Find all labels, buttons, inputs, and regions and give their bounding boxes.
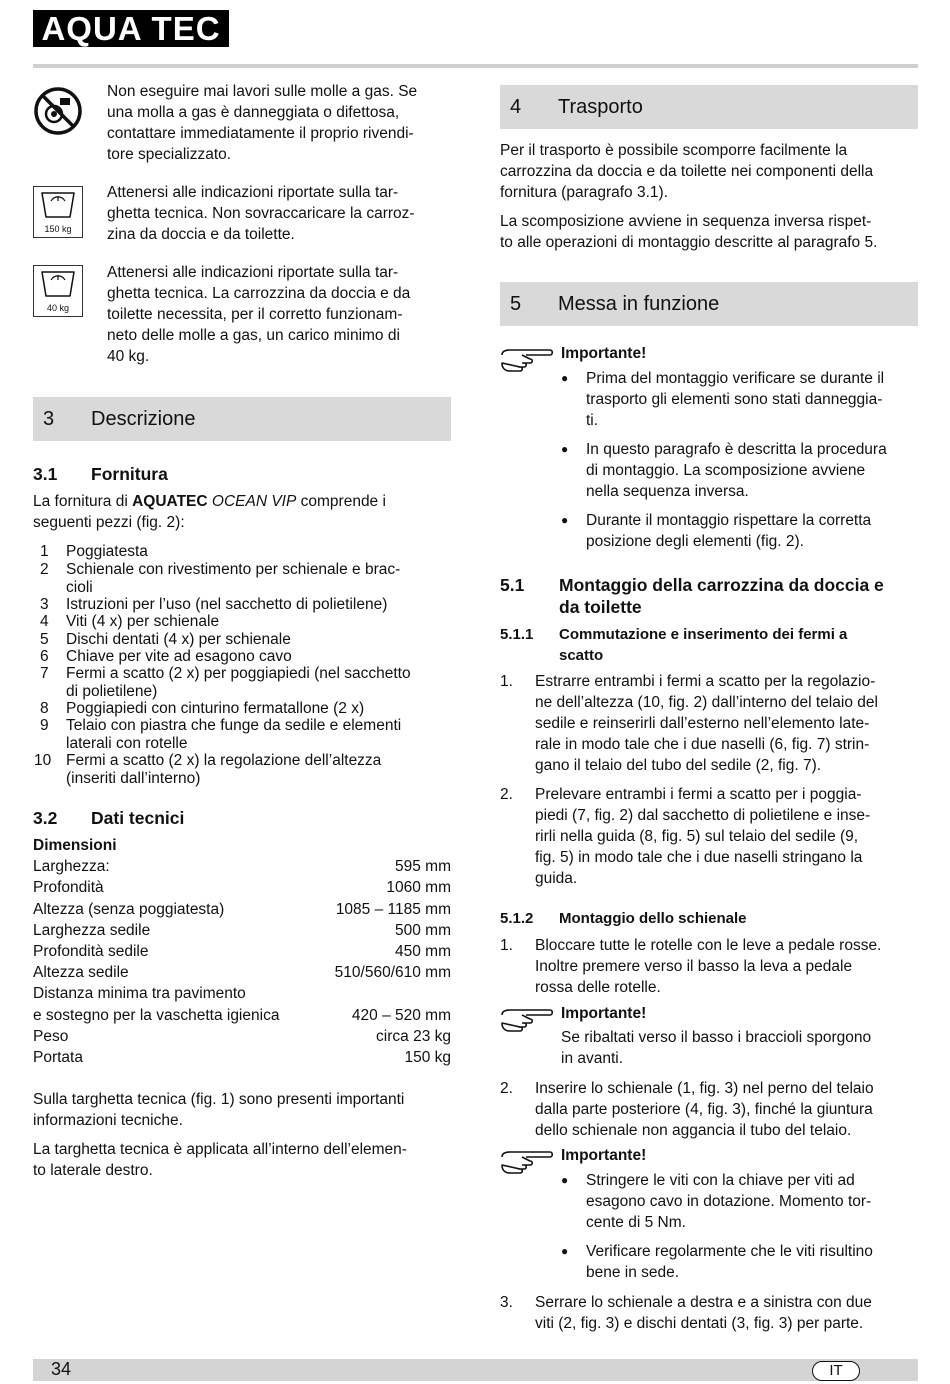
step-number: 1. xyxy=(500,937,513,954)
list-item-number: 10 xyxy=(34,752,52,769)
list-item xyxy=(66,613,219,631)
text-line: dalla parte posteriore (4, fig. 3), finché la giuntura xyxy=(535,1101,873,1118)
list-item-number: 2 xyxy=(40,561,49,578)
text-line: Per il trasporto è possibile scomporre facilmente la xyxy=(500,142,848,159)
text-line: zina da doccia e da toilette. xyxy=(107,226,295,243)
text-line: neto delle molle a gas, un carico minimo di xyxy=(107,327,400,344)
section-number: 4 xyxy=(510,96,522,118)
spec-label: Peso xyxy=(33,1028,69,1045)
spec-value: circa 23 kg xyxy=(376,1028,451,1045)
text-line: Sulla targhetta tecnica (fig. 1) sono presenti importanti xyxy=(33,1091,405,1108)
subsection-title: Dati tecnici xyxy=(91,808,185,828)
text-line: Dischi dentati (4 x) per schienale xyxy=(66,631,291,648)
text-line: Attenersi alle indicazioni riportate sulla tar- xyxy=(107,184,399,201)
weight-scale-icon xyxy=(33,265,83,317)
text-line: Viti (4 x) per schienale xyxy=(66,613,220,630)
spec-value: 1085 – 1185 mm xyxy=(335,901,451,918)
list-item xyxy=(586,368,884,431)
list-item-number: 6 xyxy=(40,648,49,665)
list-item xyxy=(66,561,400,596)
spec-value: 150 kg xyxy=(404,1049,451,1066)
list-item-number: 3 xyxy=(40,596,49,613)
section-title: Trasporto xyxy=(558,96,643,118)
product-name: OCEAN VIP xyxy=(211,493,297,510)
important-label: Importante! xyxy=(561,1005,647,1022)
text-line: gano il telaio del tubo del sedile (2, fig. 7). xyxy=(535,757,822,774)
aquatec-logo xyxy=(33,10,229,47)
text-line: Estrarre entrambi i fermi a scatto per la regolazio- xyxy=(535,673,876,690)
warning-min-load xyxy=(107,262,410,367)
spec-label: Altezza (senza poggiatesta) xyxy=(33,901,225,918)
text-line: rale in modo tale che i due naselli (6, fig. 7) strin- xyxy=(535,736,870,753)
text-line: dello schienale non aggancia il tubo del telaio. xyxy=(535,1122,852,1139)
text-line: una molla a gas è danneggiata o difettosa, xyxy=(107,104,400,121)
list-item xyxy=(66,700,364,718)
text-fragment: La fornitura di xyxy=(33,493,133,510)
text-line: fig. 5) in modo tale che i due naselli stringano la xyxy=(535,849,863,866)
pointing-hand-icon xyxy=(500,345,554,375)
logo-text: AQUA TEC xyxy=(41,10,221,47)
text-line: Istruzioni per l’uso (nel sacchetto di polietilene) xyxy=(66,596,388,613)
supply-intro xyxy=(33,491,451,533)
weight-label: 150 kg xyxy=(44,224,72,234)
text-line: Telaio con piastra che funge da sedile e elementi xyxy=(66,717,402,734)
subsection-title: Fornitura xyxy=(91,464,168,484)
step-number: 2. xyxy=(500,786,513,803)
text-line: La targhetta tecnica è applicata all’interno dell’elemen- xyxy=(33,1141,407,1158)
spec-label: Altezza sedile xyxy=(33,964,129,981)
text-line: tore specializzato. xyxy=(107,146,232,163)
step-text xyxy=(535,935,881,998)
text-line: Inoltre premere verso il basso la leva a pedale xyxy=(535,958,853,975)
text-line: Se ribaltati verso il basso i braccioli sporgono xyxy=(561,1029,872,1046)
step-number: 3. xyxy=(500,1294,513,1311)
step-number: 2. xyxy=(500,1080,513,1097)
list-item-number: 7 xyxy=(40,665,49,682)
text-line: cente di 5 Nm. xyxy=(586,1214,686,1231)
list-item-number: 1 xyxy=(40,543,49,560)
text-line: di montaggio. La scomposizione avviene xyxy=(586,462,866,479)
bullet-icon: ● xyxy=(561,1244,569,1258)
text-line: rossa delle rotelle. xyxy=(535,979,661,996)
spec-label: Distanza minima tra pavimento xyxy=(33,985,246,1002)
text-line: ne dell’altezza (10, fig. 2) dall’interno del telaio del xyxy=(535,694,878,711)
section-heading-5 xyxy=(500,282,918,326)
text-line: Prelevare entrambi i fermi a scatto per i poggia- xyxy=(535,786,862,803)
subsubsection-title xyxy=(559,624,847,666)
list-item xyxy=(586,510,871,552)
section-number: 3 xyxy=(43,408,55,430)
text-line: viti (2, fig. 3) e dischi dentati (3, fig. 3) per parte. xyxy=(535,1315,864,1332)
text-fragment: comprende i xyxy=(296,493,386,510)
text-line: rirli nella guida (8, fig. 5) sul telaio del sedile (9, xyxy=(535,828,859,845)
subsubsection-title: Montaggio dello schienale xyxy=(559,910,747,927)
pointing-hand-icon xyxy=(500,1005,554,1035)
text-line: Bloccare tutte le rotelle con le leve a pedale rosse. xyxy=(535,937,882,954)
subsection-number: 5.1 xyxy=(500,575,525,595)
pointing-hand-icon xyxy=(500,1147,554,1177)
text-line: piedi (7, fig. 2) dal sacchetto di polietilene e inse- xyxy=(535,807,871,824)
text-line: sedile e reinserirli dall’esterno nell’elemento late- xyxy=(535,715,870,732)
text-line: ghetta tecnica. Non sovraccaricare la carroz- xyxy=(107,205,415,222)
important-label: Importante! xyxy=(561,345,647,362)
step-text xyxy=(535,1292,872,1334)
spec-value: 595 mm xyxy=(395,858,451,875)
text-line: Verificare regolarmente che le viti risultino xyxy=(586,1243,873,1260)
text-line: contattare immediatamente il proprio rivendi- xyxy=(107,125,414,142)
list-item-number: 4 xyxy=(40,613,49,630)
text-line: bene in sede. xyxy=(586,1264,680,1281)
text-line: ghetta tecnica. La carrozzina da doccia e da xyxy=(107,285,411,302)
text-line: scatto xyxy=(559,647,604,664)
page-number: 34 xyxy=(51,1359,72,1379)
text-line: Poggiapiedi con cinturino fermatallone (2 x) xyxy=(66,700,365,717)
spec-value: 500 mm xyxy=(395,922,451,939)
brand-name: AQUATEC xyxy=(132,493,208,510)
text-line: Fermi a scatto (2 x) la regolazione dell’altezza xyxy=(66,752,382,769)
spec-label: e sostegno per la vaschetta igienica xyxy=(33,1007,280,1024)
text-line: toilette necessita, per il corretto funzionam- xyxy=(107,306,403,323)
weight-scale-icon xyxy=(33,186,83,238)
text-line: guida. xyxy=(535,870,578,887)
subsection-number: 3.2 xyxy=(33,808,58,828)
text-line: da toilette xyxy=(559,597,642,617)
footer-bar xyxy=(33,1359,918,1381)
text-line: Non eseguire mai lavori sulle molle a gas. Se xyxy=(107,83,418,100)
list-item xyxy=(66,665,411,700)
subsection-number: 3.1 xyxy=(33,464,58,484)
text-line: Chiave per vite ad esagono cavo xyxy=(66,648,292,665)
spec-value: 450 mm xyxy=(395,943,451,960)
list-item xyxy=(66,543,148,561)
section-title: Messa in funzione xyxy=(558,293,720,315)
step-text xyxy=(535,1078,874,1141)
warning-max-load xyxy=(107,182,415,245)
text-line: laterali con rotelle xyxy=(66,734,188,752)
weight-label: 40 kg xyxy=(46,303,70,313)
nameplate-location-paragraph xyxy=(33,1139,407,1181)
spec-value: 1060 mm xyxy=(386,879,451,896)
text-line: in avanti. xyxy=(561,1050,624,1067)
warning-gas-spring xyxy=(107,81,417,165)
language-badge: IT xyxy=(812,1361,860,1381)
text-line: informazioni tecniche. xyxy=(33,1112,183,1129)
header-rule xyxy=(33,64,918,68)
list-item xyxy=(66,596,387,614)
text-line: ti. xyxy=(586,412,599,429)
text-line: nella sequenza inversa. xyxy=(586,483,749,500)
section-heading-3 xyxy=(33,397,451,441)
text-line: Durante il montaggio rispettare la corretta xyxy=(586,512,872,529)
list-item xyxy=(586,439,887,502)
text-line: Inserire lo schienale (1, fig. 3) nel perno del telaio xyxy=(535,1080,874,1097)
text-line: Serrare lo schienale a destra e a sinistra con due xyxy=(535,1294,872,1311)
bullet-icon: ● xyxy=(561,513,569,527)
list-item xyxy=(586,1170,871,1233)
important-text xyxy=(561,1027,871,1069)
nameplate-paragraph xyxy=(33,1089,404,1131)
important-label: Importante! xyxy=(561,1147,647,1164)
list-item xyxy=(66,631,291,649)
text-line: esagono cavo in dotazione. Momento tor- xyxy=(586,1193,872,1210)
subsubsection-number: 5.1.1 xyxy=(500,626,534,643)
spec-label: Profondità xyxy=(33,879,104,896)
spec-label: Larghezza sedile xyxy=(33,922,151,939)
section-title: Descrizione xyxy=(91,408,196,430)
list-item xyxy=(66,752,381,787)
text-line: cioli xyxy=(66,578,93,596)
section-heading-4 xyxy=(500,85,918,129)
text-line: trasporto gli elementi sono stati danneggia- xyxy=(586,391,883,408)
text-line: carrozzina da doccia e da toilette nei componenti della xyxy=(500,163,874,180)
text-line: Attenersi alle indicazioni riportate sulla tar- xyxy=(107,264,399,281)
text-line: Commutazione e inserimento dei fermi a xyxy=(559,626,848,643)
disassembly-paragraph xyxy=(500,211,877,253)
list-item-number: 8 xyxy=(40,700,49,717)
spec-value: 510/560/610 mm xyxy=(334,964,451,981)
step-text xyxy=(535,784,870,889)
section-number: 5 xyxy=(510,293,522,315)
text-line: Fermi a scatto (2 x) per poggiapiedi (nel sacchetto xyxy=(66,665,411,682)
text-line: In questo paragrafo è descritta la procedura xyxy=(586,441,887,458)
transport-paragraph xyxy=(500,140,873,203)
step-text xyxy=(535,671,878,776)
text-line: di polietilene) xyxy=(66,682,158,700)
text-line: Montaggio della carrozzina da doccia e xyxy=(559,575,884,595)
text-line: (inseriti dall’interno) xyxy=(66,769,201,787)
text-line: Stringere le viti con la chiave per viti ad xyxy=(586,1172,855,1189)
bullet-icon: ● xyxy=(561,371,569,385)
list-item xyxy=(586,1241,873,1283)
text-line: La scomposizione avviene in sequenza inversa rispet- xyxy=(500,213,872,230)
bullet-icon: ● xyxy=(561,442,569,456)
text-line: 40 kg. xyxy=(107,348,150,365)
list-item xyxy=(66,717,401,752)
subsubsection-number: 5.1.2 xyxy=(500,910,534,927)
subsection-title xyxy=(559,574,884,618)
list-item xyxy=(66,648,292,666)
spec-value: 420 – 520 mm xyxy=(351,1007,451,1024)
spec-label: Larghezza: xyxy=(33,858,110,875)
bullet-icon: ● xyxy=(561,1173,569,1187)
spec-label: Profondità sedile xyxy=(33,943,149,960)
prohibition-icon xyxy=(33,86,83,136)
step-number: 1. xyxy=(500,673,513,690)
list-item-number: 5 xyxy=(40,631,49,648)
text-line: fornitura (paragrafo 3.1). xyxy=(500,184,669,201)
text-line: Poggiatesta xyxy=(66,543,148,560)
text-line: posizione degli elementi (fig. 2). xyxy=(586,533,804,550)
text-line: Prima del montaggio verificare se durante il xyxy=(586,370,885,387)
registered-mark: ® xyxy=(223,20,230,29)
dimensions-title: Dimensioni xyxy=(33,837,117,854)
text-line: to alle operazioni di montaggio descritte al paragrafo 5. xyxy=(500,234,878,251)
list-item-number: 9 xyxy=(40,717,49,734)
spec-label: Portata xyxy=(33,1049,83,1066)
text-line: to laterale destro. xyxy=(33,1162,153,1179)
text-line: seguenti pezzi (fig. 2): xyxy=(33,514,185,531)
text-line: Schienale con rivestimento per schienale e brac- xyxy=(66,561,401,578)
